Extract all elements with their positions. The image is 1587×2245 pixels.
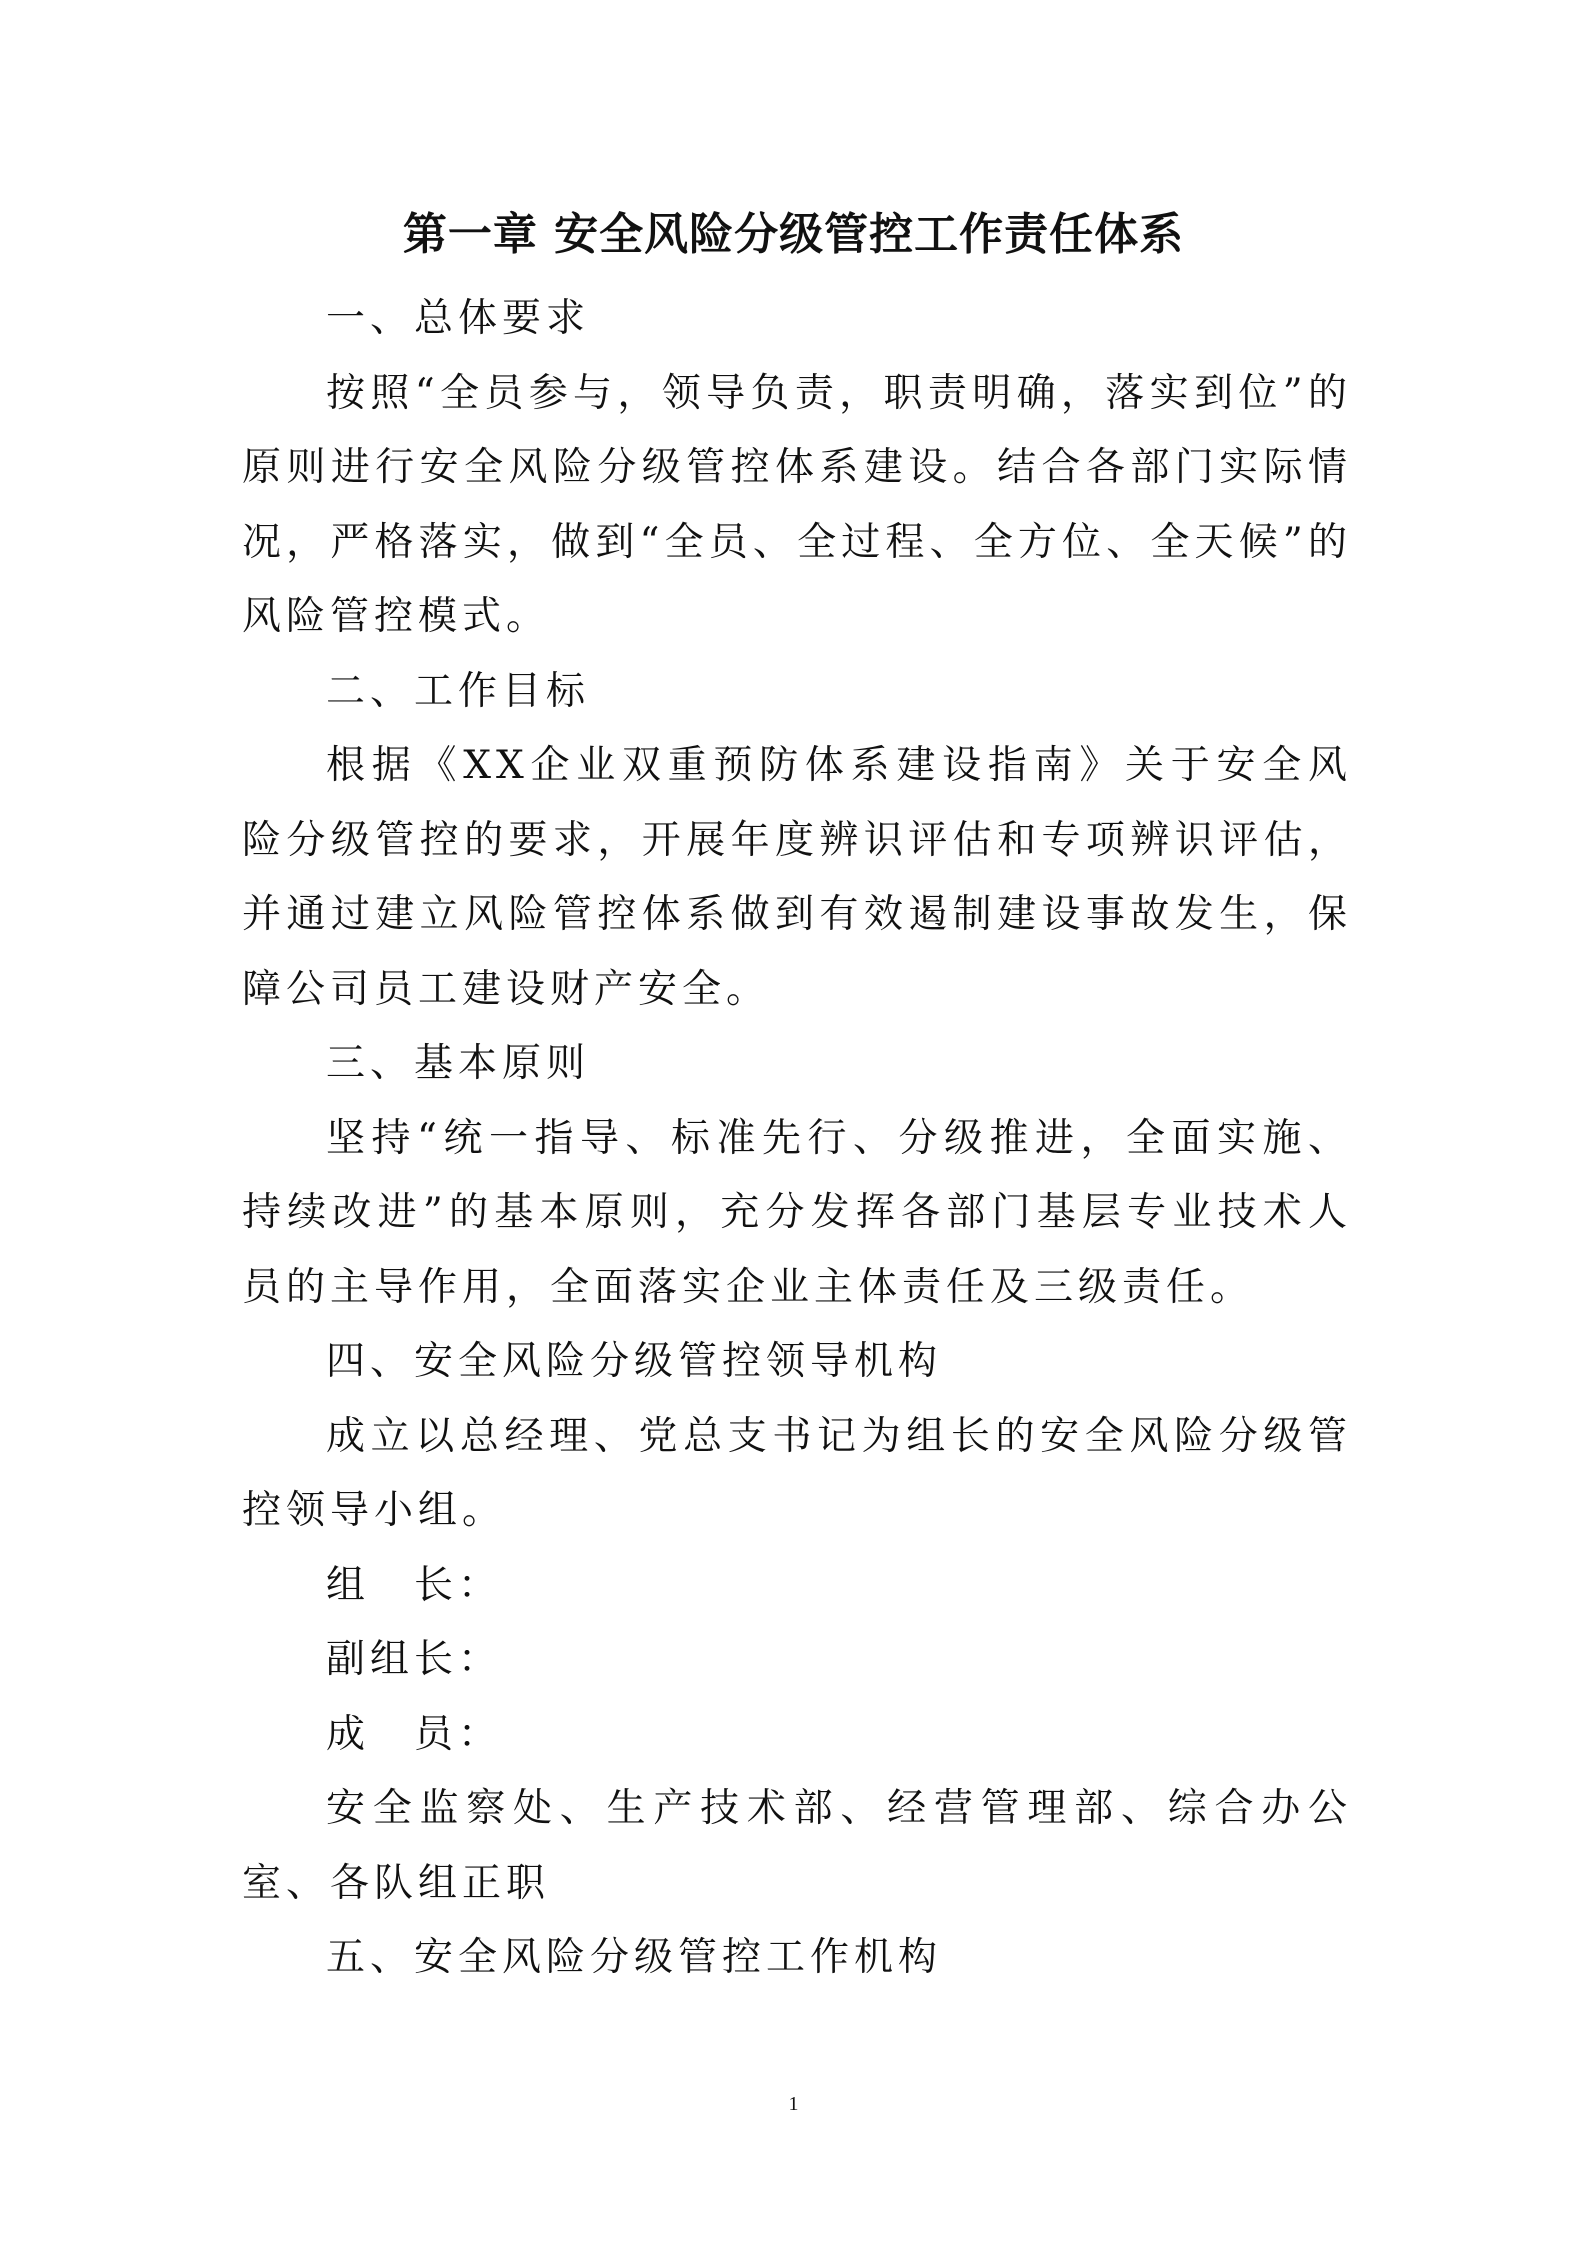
paragraph: 根据《XX企业双重预防体系建设指南》关于安全风险分级管控的要求，开展年度辨识评估和专项辨识评估，并通过建立风险管控体系做到有效遏制建设事故发生，保障公司员工建设财产安全。 xyxy=(242,743,1352,1012)
role-line-deputy: 副组长： xyxy=(326,1637,503,1682)
section-heading: 一、总体要求 xyxy=(326,296,591,341)
page-number: 1 xyxy=(788,2093,799,2115)
section-heading: 五、安全风险分级管控工作机构 xyxy=(326,1935,943,1980)
role-line-leader: 组 长： xyxy=(326,1562,503,1608)
body-text xyxy=(242,282,1352,1996)
paragraph: 成立以总经理、党总支书记为组长的安全风险分级管控领导小组。 xyxy=(242,1413,1352,1533)
paragraph: 坚持“统一指导、标准先行、分级推进，全面实施、持续改进”的基本原则，充分发挥各部门基层专业技术人员的主导作用，全面落实企业主体责任及三级责任。 xyxy=(242,1115,1352,1310)
section-heading: 四、安全风险分级管控领导机构 xyxy=(326,1339,943,1384)
chapter-title: 第一章 安全风险分级管控工作责任体系 xyxy=(402,209,1185,260)
paragraph: 按照“全员参与，领导负责，职责明确，落实到位”的原则进行安全风险分级管控体系建设。结合各部门实际情况，严格落实，做到“全员、全过程、全方位、全天候”的风险管控模式。 xyxy=(242,370,1352,639)
section-heading: 二、工作目标 xyxy=(326,668,591,714)
role-line-members: 成 员： xyxy=(326,1711,503,1757)
paragraph: 安全监察处、生产技术部、经营管理部、综合办公室、各队组正职 xyxy=(242,1786,1352,1906)
section-heading: 三、基本原则 xyxy=(326,1041,591,1086)
